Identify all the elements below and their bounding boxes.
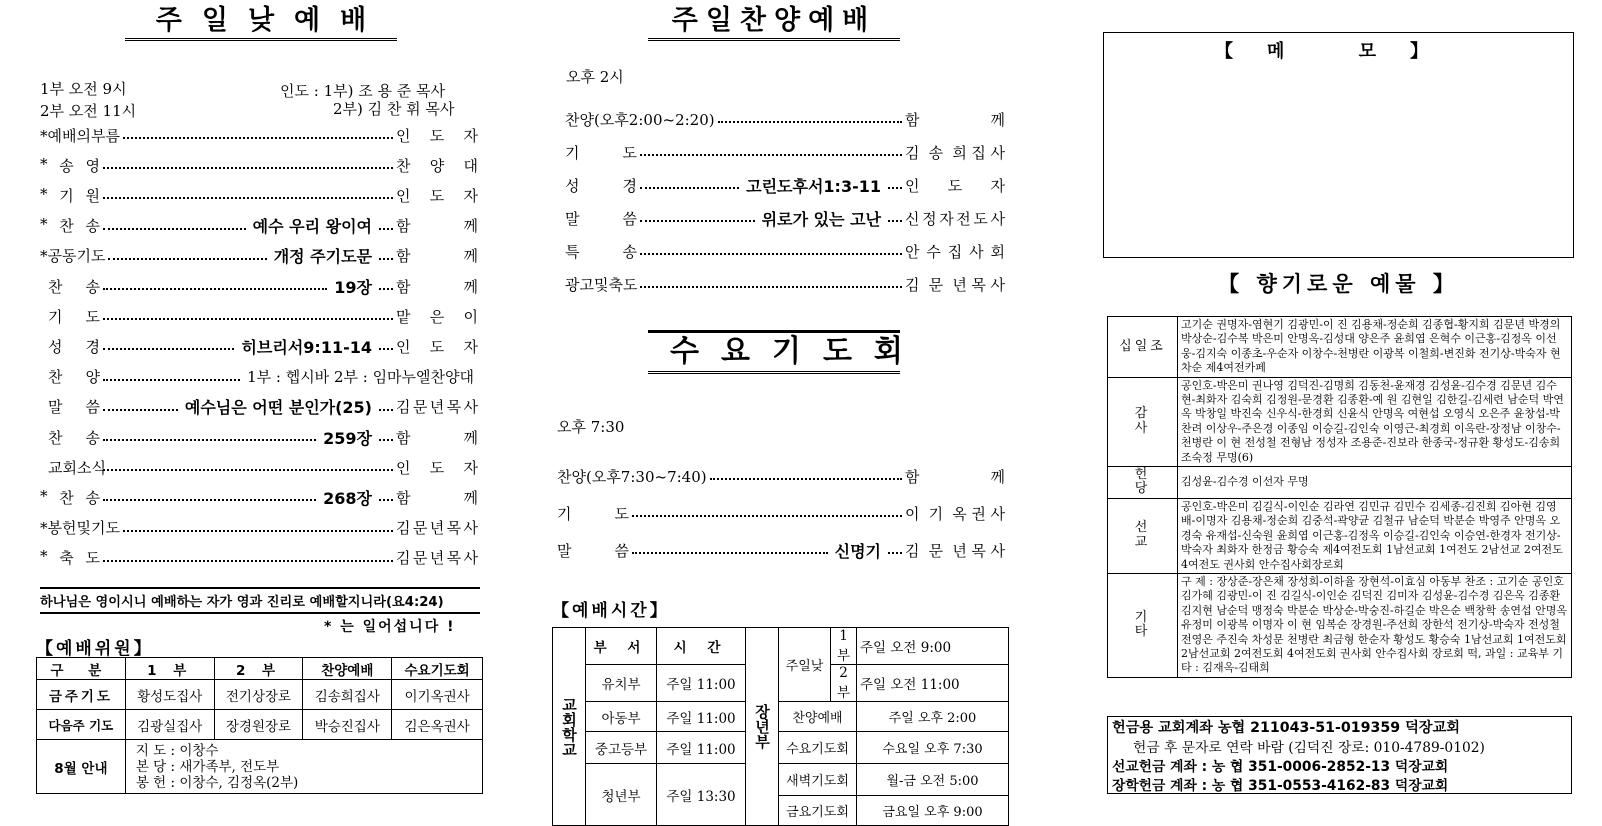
schedule-header: 부 서 <box>586 628 657 665</box>
schedule-cell: 유치부 <box>586 665 657 702</box>
order-item <box>40 486 478 508</box>
schedule-cell: 주일 오후 2:00 <box>857 702 1009 732</box>
gift-names: 공인호-박은미 권나영 김덕진-김명희 김동천-윤재경 김성윤-김수경 김문년 김수현-최화자 김숙희 김정원-문경환 김종환-예 원 김현일 김한길-김세련 남순덕 박연옥 박창일 박진숙 신우식-한경희 신윤식 안명옥 여현섭 오영식 오은주 윤창섭-박찬려 이상우-주은경 이종임 이승길-김인숙 이영근-최경희 이옥란-장정남 이창수-천병란 이 현 전성철 전형남 정성자 조용준-진보라 한종국-정규환 황성도-김송희 조숙정 무명(6) <box>1178 377 1572 466</box>
august-label: 8월 안내 <box>37 740 126 794</box>
order-role: 함 께 <box>396 428 478 447</box>
leader-dots <box>632 515 902 517</box>
order-content: 예수 우리 왕이여 <box>252 217 372 237</box>
schedule-cell: 주일 13:30 <box>657 764 746 826</box>
order-item <box>565 141 1005 163</box>
leader-dots <box>710 478 902 480</box>
order-label: *봉헌및기도 <box>40 519 120 538</box>
order-role: 함 께 <box>396 247 478 266</box>
leader-dots <box>103 288 327 290</box>
gift-names: 공인호-박은미 김길식-이인순 김라연 김민규 김민수 김세종-김진희 김아현 김영배-이명자 김용채-정순희 김중석-곽양균 김철규 남순덕 박분순 박영주 안명옥 오경숙 유재섭-신숙원 윤희엽 이근홍-김정옥 이승길-김인숙 이승연-한경자 전기상-박숙자 최화자 한정금 황승숙 제4여전도회 1남선교회 1여전도 2남선교 2여전도 4여전도 권사회 안수집사회장로회 <box>1178 498 1572 573</box>
order-item <box>565 207 1005 229</box>
committee-cell: 김은옥권사 <box>392 710 483 740</box>
leader-dots <box>103 348 234 350</box>
scholarship-account: 장학헌금 계좌 : 농 협 351-0553-4162-83 덕장교회 <box>1112 778 1449 794</box>
order-label: 기 도 <box>557 504 629 523</box>
order-role: 함 께 <box>396 488 478 507</box>
order-item <box>565 108 1005 130</box>
committee-cell: 전기상장로 <box>214 680 303 710</box>
gifts-table <box>1107 316 1572 678</box>
leader-dots <box>103 409 178 411</box>
order-content: 개정 주기도문 <box>273 247 372 267</box>
order-label: 광고및축도 <box>565 275 638 294</box>
leader-dots <box>103 379 240 381</box>
order-role: 함 께 <box>396 217 478 236</box>
order-role: 김 문 년 목 사 <box>905 275 1005 294</box>
order-role: 함 께 <box>396 277 478 296</box>
schedule-header: 시 간 <box>657 628 746 665</box>
schedule-cell: 주일 11:00 <box>657 732 746 764</box>
leader-dots <box>103 469 393 471</box>
order-role: 신 정 자 전 도 사 <box>905 209 1005 228</box>
schedule-cell: 금요일 오후 9:00 <box>857 796 1009 826</box>
gifts-title: 【 향기로운 예물 】 <box>1218 272 1459 296</box>
order-role: 김 문 년 목 사 <box>396 549 478 568</box>
order-label: 성 경 <box>565 176 637 195</box>
sunday-verse <box>40 587 480 614</box>
order-role: 인 도 자 <box>396 337 478 356</box>
order-label: * 축 도 <box>40 547 100 568</box>
committee-cell: 김송희집사 <box>303 680 392 710</box>
order-label: 찬 송 <box>48 428 100 447</box>
schedule-cell: 아동부 <box>586 702 657 732</box>
august-line: 본 당 : 새가족부, 전도부 <box>135 758 280 775</box>
order-content: 19장 <box>334 277 372 297</box>
committee-cell: 다음주 기도 <box>37 710 126 740</box>
order-role: 김 문 년 목 사 <box>396 519 478 538</box>
leader-dots <box>632 552 828 554</box>
leader-dots <box>103 499 316 501</box>
order-item <box>40 517 478 539</box>
leader-dots <box>640 253 902 255</box>
wednesday-time: 오후 7:30 <box>557 418 625 436</box>
order-role: 찬 양 대 <box>396 156 478 175</box>
schedule-cell: 월-금 오전 5:00 <box>857 764 1009 796</box>
leader-dots <box>103 167 393 169</box>
schedule-title: 【예배시간】 <box>552 601 670 621</box>
order-role: 김 송 희 집 사 <box>905 143 1005 162</box>
order-role: 함 께 <box>905 110 1005 129</box>
order-item <box>40 245 478 267</box>
gift-category: 십일조 <box>1108 317 1178 378</box>
order-item <box>40 154 478 176</box>
order-content: 고린도후서1:3-11 <box>746 176 881 196</box>
order-role: 함 께 <box>905 467 1005 486</box>
table-row <box>1108 377 1572 466</box>
order-label: 말 씀 <box>48 398 100 417</box>
sunday-day-label: 주일낮 <box>779 628 831 702</box>
order-role: 김 문 년 목 사 <box>905 541 1005 560</box>
table-row <box>1108 317 1572 378</box>
committee-header: 2 부 <box>214 658 303 680</box>
order-label: 성 경 <box>48 337 100 356</box>
schedule-cell: 1부 <box>831 628 857 665</box>
stand-note: * 는 일어섭니다 ! <box>324 619 456 635</box>
order-item <box>40 184 478 206</box>
schedule-cell: 금요기도회 <box>779 796 857 826</box>
sunday-title: 주일낮예배 <box>125 4 397 41</box>
gift-category: 감사 <box>1108 377 1178 466</box>
august-line: 봉 헌 : 이창수, 김정옥(2부) <box>135 774 299 791</box>
committee-cell: 장경원장로 <box>214 710 303 740</box>
leader-dots <box>108 258 266 260</box>
order-label: * 찬 송 <box>40 215 100 236</box>
table-row <box>1108 498 1572 573</box>
order-content: 히브리서9:11-14 <box>241 337 372 357</box>
order-label: 찬양(오후7:30~7:40) <box>557 467 707 486</box>
praise-time: 오후 2시 <box>566 68 624 86</box>
schedule-cell: 주일 11:00 <box>657 665 746 702</box>
leader-dots <box>640 154 902 156</box>
committee-table <box>36 657 483 794</box>
order-item <box>565 240 1005 262</box>
committee-cell: 김광실집사 <box>125 710 214 740</box>
order-item <box>40 366 478 388</box>
order-item <box>40 396 478 418</box>
schedule-cell: 주일 11:00 <box>657 702 746 732</box>
order-content: 예수님은 어떤 분인가(25) <box>184 398 372 418</box>
order-item <box>40 275 478 297</box>
schedule-cell: 2부 <box>831 665 857 702</box>
leader-dots <box>103 439 316 441</box>
memo-box[interactable] <box>1103 32 1574 258</box>
order-item <box>565 174 1005 196</box>
order-item <box>557 539 1005 561</box>
wednesday-title: 수요기도회 <box>648 330 900 374</box>
order-role: 인 도 자 <box>396 186 478 205</box>
committee-cell: 이기옥권사 <box>392 680 483 710</box>
order-item <box>40 305 478 327</box>
order-label: * 송 영 <box>40 154 100 175</box>
leader-dots <box>103 228 246 230</box>
order-label: 기 도 <box>48 307 100 326</box>
schedule-cell: 주일 오전 9:00 <box>857 628 1009 665</box>
table-row <box>37 710 483 740</box>
sunday-time-1: 1부 오전 9시 <box>40 80 127 98</box>
order-item <box>557 465 1005 487</box>
order-label: *공동기도 <box>40 247 106 266</box>
order-role: 인 도 자 <box>396 458 478 477</box>
leader-dots <box>718 121 902 123</box>
order-role: 인 도 자 <box>396 126 478 145</box>
order-label: 찬 송 <box>48 277 100 296</box>
order-label: 찬 양 <box>48 368 100 387</box>
order-label: 기 도 <box>565 143 637 162</box>
order-item <box>40 335 478 357</box>
gift-names: 구 제 : 장상준-장은채 장성희-이하율 장현석-이효심 아동부 찬조 : 고기순 공인호 김가혜 김광민-이 진 김길식-이인순 김덕진 김미자 김성윤-김수경 김은옥 김종환 김지현 남순덕 맹정숙 박분순 박상순-박숭진-하길순 박은순 백창학 송연섭 안명옥 유정미 이광복 이명자 이 현 임복순 장경원-주선희 장한석 전기상-박숙자 전성철 전영은 주진숙 차성문 천병란 최금형 한순자 황성도 황승숙 1남선교회 1여전도회 2남선교회 2여전도회 4여전도회 권사회 안수집사회 장로회 떡, 과일 : 교육부 기 타 : 김재옥-김태희 <box>1178 573 1572 677</box>
gift-names: 고기순 권명자-염현기 김광민-이 진 김용채-정순희 김종협-황지희 김문년 박경의 박상순-김수복 박은미 안명옥-김성대 양은주 윤희엽 은혁수 이근홍-김정옥 이선웅-김지숙 이종초-우순자 이창수-천병란 이광복 이철희-변진화 전기상-박숙자 현차순 제4여전카페 <box>1178 317 1572 378</box>
order-role: 안 수 집 사 회 <box>905 242 1005 261</box>
order-label: 말 씀 <box>557 541 629 560</box>
order-item <box>40 426 478 448</box>
order-label: * 찬 송 <box>40 486 100 507</box>
schedule-cell: 찬양예배 <box>779 702 857 732</box>
memo-title: 【메 모】 <box>1214 41 1463 62</box>
committee-title: 【예배위원】 <box>36 639 154 659</box>
gift-category: 선교 <box>1108 498 1178 573</box>
order-label: 찬양(오후2:00~2:20) <box>565 110 715 129</box>
order-role: 인 도 자 <box>905 176 1005 195</box>
table-row <box>37 680 483 710</box>
gift-category: 기타 <box>1108 573 1178 677</box>
order-label: 말 씀 <box>565 209 637 228</box>
order-content: 신명기 <box>834 541 881 561</box>
order-label: *예배의부름 <box>40 126 120 145</box>
leader-dots <box>640 220 755 222</box>
committee-header: 수요기도회 <box>392 658 483 680</box>
committee-header: 1 부 <box>125 658 214 680</box>
order-label: 교 회 소 식 <box>48 458 106 477</box>
order-label: 특 송 <box>565 242 637 261</box>
order-item <box>40 124 478 146</box>
schedule-cell: 주일 오전 11:00 <box>857 665 1009 702</box>
school-label: 교회학교 <box>553 628 586 826</box>
committee-header: 구 분 <box>37 658 126 680</box>
schedule-cell: 중고등부 <box>586 732 657 764</box>
leader-dots <box>103 560 393 562</box>
order-role: 김 문 년 목 사 <box>396 398 478 417</box>
gift-names: 김성윤-김수경 이선자 무명 <box>1178 467 1572 499</box>
committee-cell: 금주기도 <box>37 680 126 710</box>
leader-dots <box>640 286 902 288</box>
leader-dots <box>640 187 739 189</box>
table-row <box>1108 573 1572 677</box>
august-line: 지 도 : 이창수 <box>135 742 219 759</box>
sunday-leader-1: 인도 : 1부) 조 용 준 목사 <box>280 82 445 100</box>
schedule-cell: 새벽기도회 <box>779 764 857 796</box>
order-content: 259장 <box>323 428 372 448</box>
schedule-table <box>552 627 1009 826</box>
order-item <box>565 273 1005 295</box>
table-row <box>1108 467 1572 499</box>
contact-note: 헌금 후 문자로 연락 바람 (김덕진 장로: 010-4789-0102) <box>1133 740 1485 756</box>
church-account: 헌금용 교회계좌 농협 211043-51-019359 덕장교회 <box>1112 720 1460 736</box>
order-content: 위로가 있는 고난 <box>761 209 881 229</box>
committee-cell: 황성도집사 <box>125 680 214 710</box>
committee-cell: 박승진집사 <box>303 710 392 740</box>
adult-label: 장년부 <box>746 628 779 826</box>
leader-dots <box>103 318 393 320</box>
order-role: 이 기 옥 권 사 <box>905 504 1005 523</box>
praise-title: 주일찬양예배 <box>648 4 900 41</box>
leader-dots <box>123 530 393 532</box>
schedule-cell: 청년부 <box>586 764 657 826</box>
order-item <box>40 215 478 237</box>
mission-account: 선교헌금 계좌 : 농 협 351-0006-2852-13 덕장교회 <box>1112 759 1449 775</box>
sunday-time-2: 2부 오전 11시 <box>40 102 137 120</box>
verse-text: 하나님은 영이시니 예배하는 자가 영과 진리로 예배할지니라(요4:24) <box>40 595 444 610</box>
committee-header: 찬양예배 <box>303 658 392 680</box>
order-item <box>40 547 478 569</box>
order-content: 268장 <box>323 488 372 508</box>
gift-category: 헌당 <box>1108 467 1178 499</box>
sunday-leader-2: 2부) 김 찬 휘 목사 <box>333 100 455 118</box>
order-role: 맡 은 이 <box>396 307 478 326</box>
schedule-cell: 수요기도회 <box>779 732 857 764</box>
order-item <box>40 456 478 478</box>
order-label: * 기 원 <box>40 184 100 205</box>
order-item <box>557 502 1005 524</box>
leader-dots <box>103 197 393 199</box>
order-content: 1부 : 헵시바 2부 : 임마누엘찬양대 <box>247 368 474 387</box>
leader-dots <box>123 137 393 139</box>
schedule-cell: 수요일 오후 7:30 <box>857 732 1009 764</box>
